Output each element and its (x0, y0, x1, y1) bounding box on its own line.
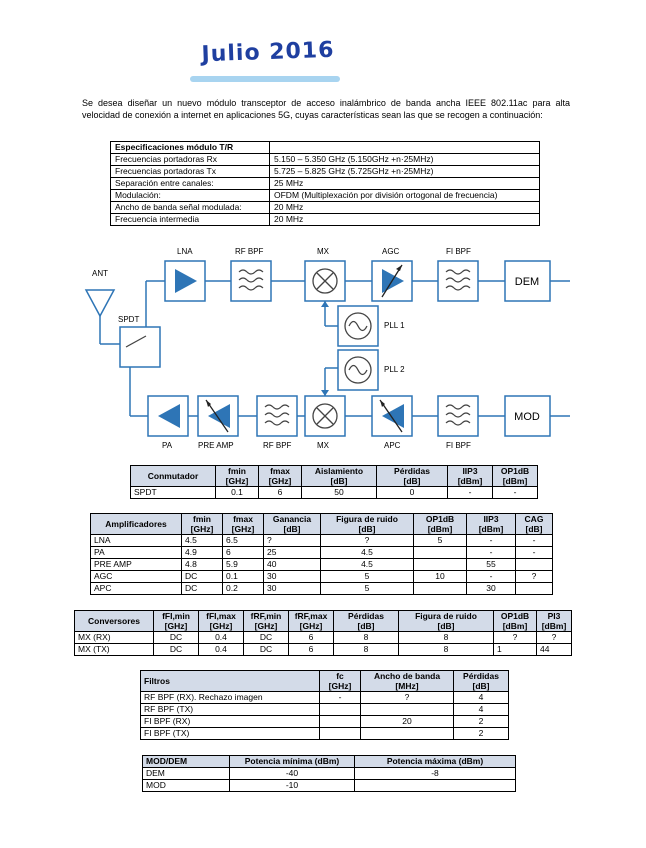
intro-paragraph: Se desea diseñar un nuevo módulo transceptor de acceso inalámbrico de banda ancha IEEE 802.11ac para alta velocidad de conexión a internet en aplicaciones 5G, cuyas características sean las que se recogen a continuación: (82, 98, 570, 120)
rf-bpf-tx-label: RF BPF (263, 441, 292, 450)
table-row: PRE AMP 4.8 5.9 40 4.5 55 (91, 559, 553, 571)
table-row: MX (RX) DC 0.4 DC 6 8 8 ? ? (75, 632, 572, 644)
fi-bpf-tx-block (438, 396, 478, 436)
filtros-table: Filtros fc [GHz] Ancho de banda [MHz] Pérdidas [dB] RF BPF (RX). Rechazo imagen - ? 4 RF BPF (TX) 4 FI BPF (RX) 20 2 FI BPF (TX) 2 (140, 670, 509, 740)
mx-rx-block (305, 261, 345, 301)
fi-bpf-rx-label: FI BPF (446, 247, 471, 256)
table-row: Frecuencia intermedia 20 MHz (111, 214, 540, 226)
pll1-block (338, 306, 378, 346)
dem-label: DEM (514, 276, 540, 288)
conversores-table: Conversores fFI,min [GHz] fFI,max [GHz] fRF,min [GHz] fRF,max [GHz] Pérdidas [dB] Figura de ruido [dB] OP1dB [dBm] PI3 [dBm] MX (RX) DC 0.4 DC 6 8 8 ? ? MX (TX) DC 0.4 DC 6 8 8 1 44 (74, 610, 572, 656)
conmutador-table: Conmutador fmin [GHz] fmax [GHz] Aislamiento [dB] Pérdidas [dB] IIP3 [dBm] OP1dB [dBm] SPDT 0.1 6 50 0 - - (130, 465, 538, 499)
table-row: DEM -40 -8 (143, 768, 516, 780)
agc-block (372, 261, 412, 301)
table-row: RF BPF (RX). Rechazo imagen - ? 4 (141, 692, 509, 704)
table-row: Separación entre canales: 25 MHz (111, 178, 540, 190)
ant-label: ANT (92, 269, 108, 278)
table-row: Ancho de banda señal modulada: 20 MHz (111, 202, 540, 214)
table-row: APC DC 0.2 30 5 30 (91, 583, 553, 595)
table-row: PA 4.9 6 25 4.5 - - (91, 547, 553, 559)
apc-label: APC (384, 441, 401, 450)
lna-block (165, 261, 205, 301)
mod-label: MOD (514, 411, 540, 423)
pre-amp-block (198, 396, 238, 436)
amplificadores-table: Amplificadores fmin [GHz] fmax [GHz] Ganancia [dB] Figura de ruido [dB] OP1dB [dBm] IIP3 [dBm] CAG [dB] LNA 4.5 6.5 ? ? 5 - - PA 4.9 6 25 4.5 - - PRE AMP 4.8 5.9 40 4.5 55 AGC DC 0.1 30 5 10 - ? APC DC 0.2 30 5 30 (90, 513, 553, 595)
table-row: MOD -10 (143, 780, 516, 792)
apc-block (372, 396, 412, 436)
block-diagram (80, 244, 570, 460)
rf-bpf-rx-label: RF BPF (235, 247, 264, 256)
table-row: Modulación: OFDM (Multiplexación por división ortogonal de frecuencia) (111, 190, 540, 202)
spdt-label: SPDT (118, 315, 140, 324)
spec-table (110, 141, 540, 226)
table-row: MX (TX) DC 0.4 DC 6 8 8 1 44 (75, 644, 572, 656)
pre-amp-label: PRE AMP (198, 441, 234, 450)
table-row: FI BPF (RX) 20 2 (141, 716, 509, 728)
pa-label: PA (162, 441, 173, 450)
table-row: AGC DC 0.1 30 5 10 - ? (91, 571, 553, 583)
mx-tx-block (305, 396, 345, 436)
page-title: Julio 2016 (201, 37, 335, 68)
pll1-label: PLL 1 (384, 321, 405, 330)
fi-bpf-rx-block (438, 261, 478, 301)
title-underline (190, 76, 340, 82)
lna-label: LNA (177, 247, 193, 256)
table-row: LNA 4.5 6.5 ? ? 5 - - (91, 535, 553, 547)
fi-bpf-tx-label: FI BPF (446, 441, 471, 450)
pll2-block (338, 350, 378, 390)
mx-rx-label: MX (317, 247, 329, 256)
antenna-icon (86, 290, 114, 316)
pll2-label: PLL 2 (384, 365, 405, 374)
th-conmutador: Conmutador (131, 466, 216, 487)
rf-bpf-rx-block (231, 261, 271, 301)
rf-bpf-tx-block (257, 396, 297, 436)
moddem-table: MOD/DEM Potencia mínima (dBm) Potencia máxima (dBm) DEM -40 -8 MOD -10 (142, 755, 516, 792)
table-row: RF BPF (TX) 4 (141, 704, 509, 716)
spec-header: Especificaciones módulo T/R (111, 142, 270, 154)
table-row: FI BPF (TX) 2 (141, 728, 509, 740)
agc-label: AGC (382, 247, 400, 256)
table-row: Frecuencias portadoras Tx 5.725 – 5.825 GHz (5.725GHz +n·25MHz) (111, 166, 540, 178)
mx-tx-label: MX (317, 441, 329, 450)
table-row: SPDT 0.1 6 50 0 - - (131, 487, 538, 499)
pa-block (148, 396, 188, 436)
table-row: Frecuencias portadoras Rx 5.150 – 5.350 GHz (5.150GHz +n·25MHz) (111, 154, 540, 166)
